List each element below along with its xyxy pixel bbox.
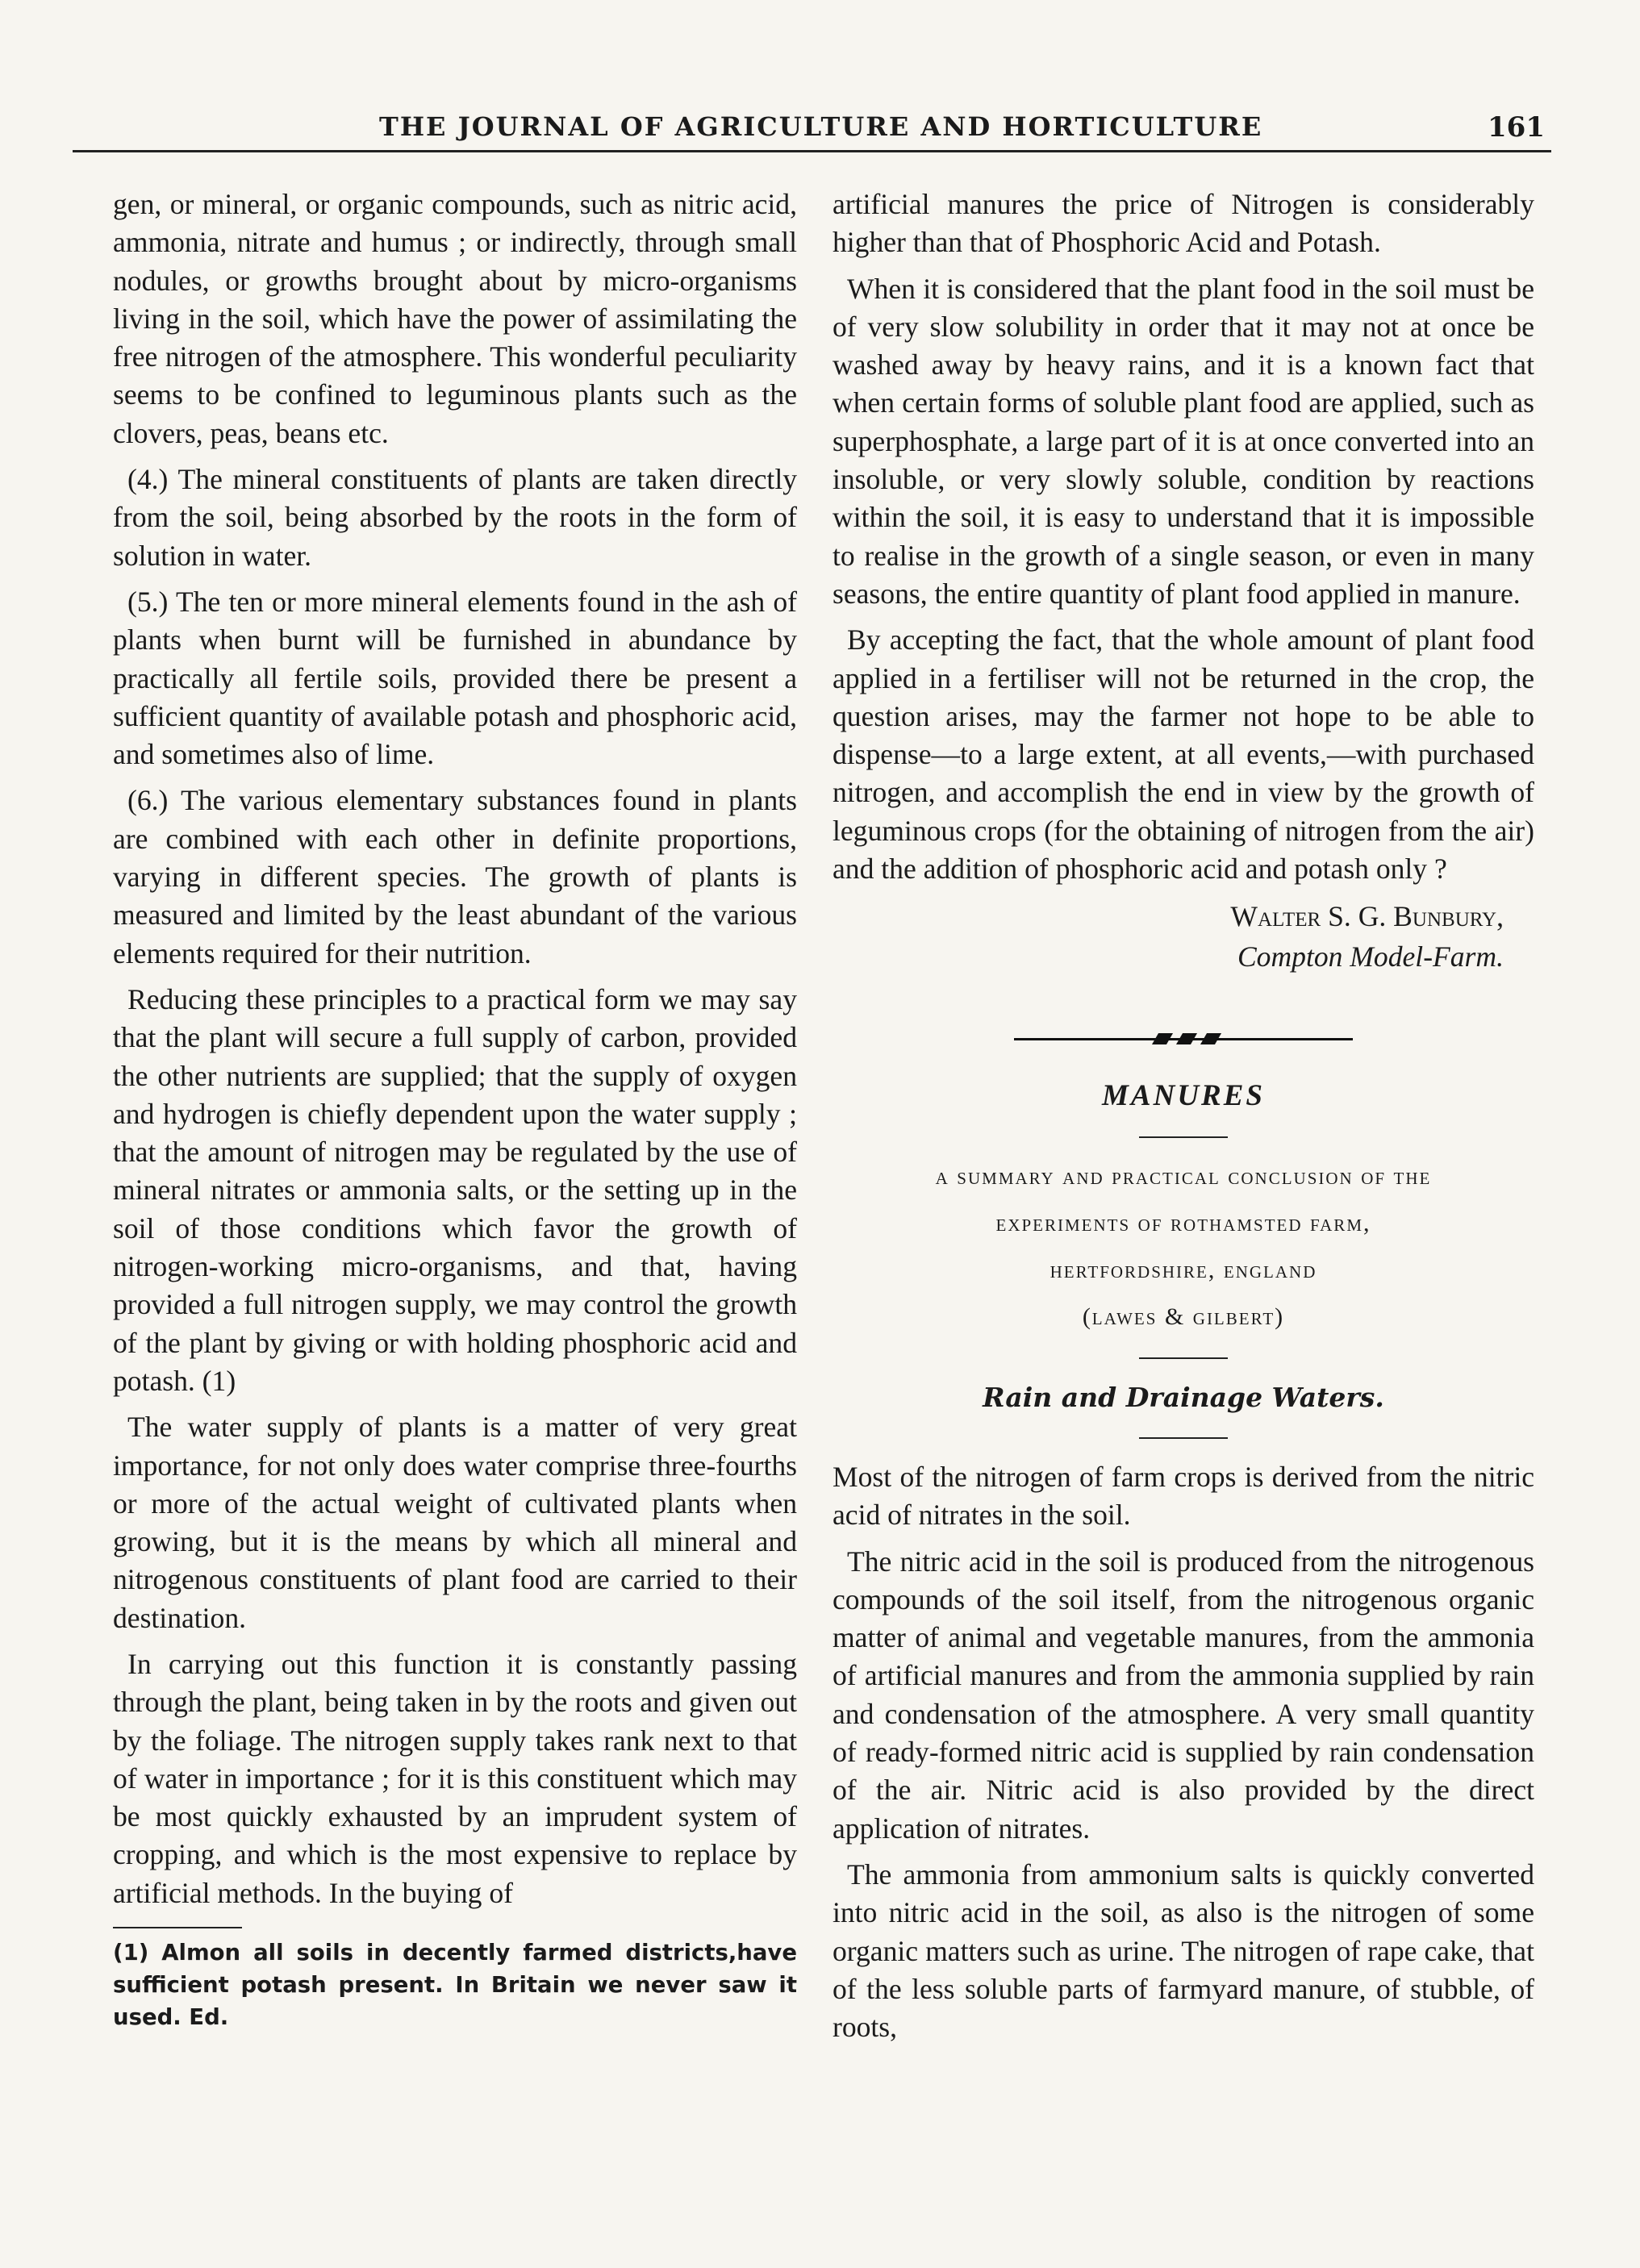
page-header	[73, 103, 1551, 152]
page-number: 161	[1488, 111, 1545, 144]
subhead-divider	[1139, 1437, 1228, 1439]
paragraph: The ammonia from ammonium salts is quickly converted into nitric acid in the soil, as also is the nitrogen of some organic matters such as urine. The nitrogen of rape cake, that of the less soluble parts of farmyard manure, of stubble, of roots,	[833, 1857, 1534, 2044]
footnote-divider	[113, 1927, 242, 1928]
paragraph: In carrying out this function it is constantly passing through the plant, being taken in by the roots and given out by the foliage. The nitrogen supply takes rank next to that of water in importance ; for it is this constituent which may be most quickly exhausted by an imprudent system of cropping, and which is the most expensive to replace by artificial methods. In the buying of	[113, 1647, 797, 1909]
paragraph: (4.) The mineral constituents of plants are taken directly from the soil, being absorbed by the roots in the form of solution in water.	[113, 463, 797, 572]
subtitle-line: experiments of rothamsted farm,	[995, 1209, 1371, 1236]
section-ornament	[1014, 1032, 1353, 1046]
subsection-heading: Rain and Drainage Waters.	[983, 1381, 1384, 1413]
left-column	[113, 186, 797, 2041]
right-column	[833, 186, 1534, 2054]
section-title: MANURES	[1102, 1079, 1265, 1113]
author-signature	[833, 896, 1534, 977]
paragraph: (6.) The various elementary substances found in plants are combined with each other in definite proportions, varying in different species. The growth of plants is measured and limited by the least abundant of the various elements required for their nutrition.	[113, 784, 797, 969]
paragraph: Most of the nitrogen of farm crops is derived from the nitric acid of nitrates in the soil.	[833, 1460, 1534, 1532]
paragraph: gen, or mineral, or organic compounds, such as nitric acid, ammonia, nitrate and humus ; or indirectly, through small nodules, or growths brought about by micro-organisms living in the soil, which have the power of assimilating the free nitrogen of the atmosphere. This wonderful peculiarity seems to be confined to leguminous plants such as the clovers, peas, beans etc.	[113, 188, 797, 449]
paragraph: The nitric acid in the soil is produced from the nitrogenous compounds of the soil itself, from the nitrogenous organic matter of animal and vegetable manures, from the ammonia of artificial manures and from the ammonia supplied by rain and condensation of the atmosphere. A very small quantity of ready-formed nitric acid is supplied by rain condensation of the air. Nitric acid is also provided by the direct application of nitrates.	[833, 1545, 1534, 1845]
subtitle-line: a summary and practical conclusion of the	[935, 1162, 1432, 1190]
paragraph: By accepting the fact, that the whole amount of plant food applied in a fertiliser will not be returned in the crop, the question arises, may the farmer not hope to be able to dispense—to a large extent, at all events,—with purchased nitrogen, and accomplish the end in view by the growth of leguminous crops (for the obtaining of nitrogen from the air) and the addition of phosphoric acid and potash only ?	[833, 623, 1534, 886]
subtitle-line: (lawes & gilbert)	[1082, 1303, 1285, 1330]
paragraph: (5.) The ten or more mineral elements found in the ash of plants when burnt will be furnished in abundance by practically all fertile soils, provided there be present a sufficient quantity of available potash and phosphoric acid, and sometimes also of lime.	[113, 585, 797, 771]
paragraph: artificial manures the price of Nitrogen is considerably higher than that of Phosphoric Acid and Potash.	[833, 188, 1534, 259]
title-divider	[1139, 1136, 1228, 1138]
paragraph: The water supply of plants is a matter of very great importance, for not only does water comprise three-fourths or more of the actual weight of cultivated plants when growing, but it is the means by which all mineral and nitrogenous constituents of plant food are carried to their destination.	[113, 1411, 797, 1634]
subtitle-line: hertfordshire, england	[1050, 1256, 1317, 1283]
author-name: Walter S. G. Bunbury,	[1230, 900, 1504, 933]
author-place: Compton Model-Farm.	[1237, 940, 1504, 973]
footnote: (1) Almon all soils in decently farmed districts,have sufficient potash present. In Britain we never saw it used. Ed.	[113, 1940, 797, 2031]
paragraph: When it is considered that the plant food in the soil must be of very slow solubility in order that it may not at once be washed away by heavy rains, and it is a known fact that when certain forms of soluble plant food are applied, such as superphosphate, a large part of it is at once converted into an insoluble, or very slowly soluble, condition by reactions within the soil, it is easy to understand that it is impossible to realise in the growth of a single season, or even in many seasons, the entire quantity of plant food applied in manure.	[833, 272, 1534, 610]
paragraph: Reducing these principles to a practical form we may say that the plant will secure a full supply of carbon, provided the other nutrients are supplied; that the supply of oxygen and hydrogen is chiefly dependent upon the water supply ; that the amount of nitrogen may be regulated by the use of mineral nitrates or ammonia salts, or the setting up in the soil of those conditions which favor the growth of nitrogen-working micro-organisms, and that, having provided a full nitrogen supply, we may control the growth of the plant by giving or with holding phosphoric acid and potash. (1)	[113, 982, 797, 1397]
running-head: THE JOURNAL OF AGRICULTURE AND HORTICULTURE	[379, 111, 1263, 142]
subtitle-divider	[1139, 1357, 1228, 1359]
